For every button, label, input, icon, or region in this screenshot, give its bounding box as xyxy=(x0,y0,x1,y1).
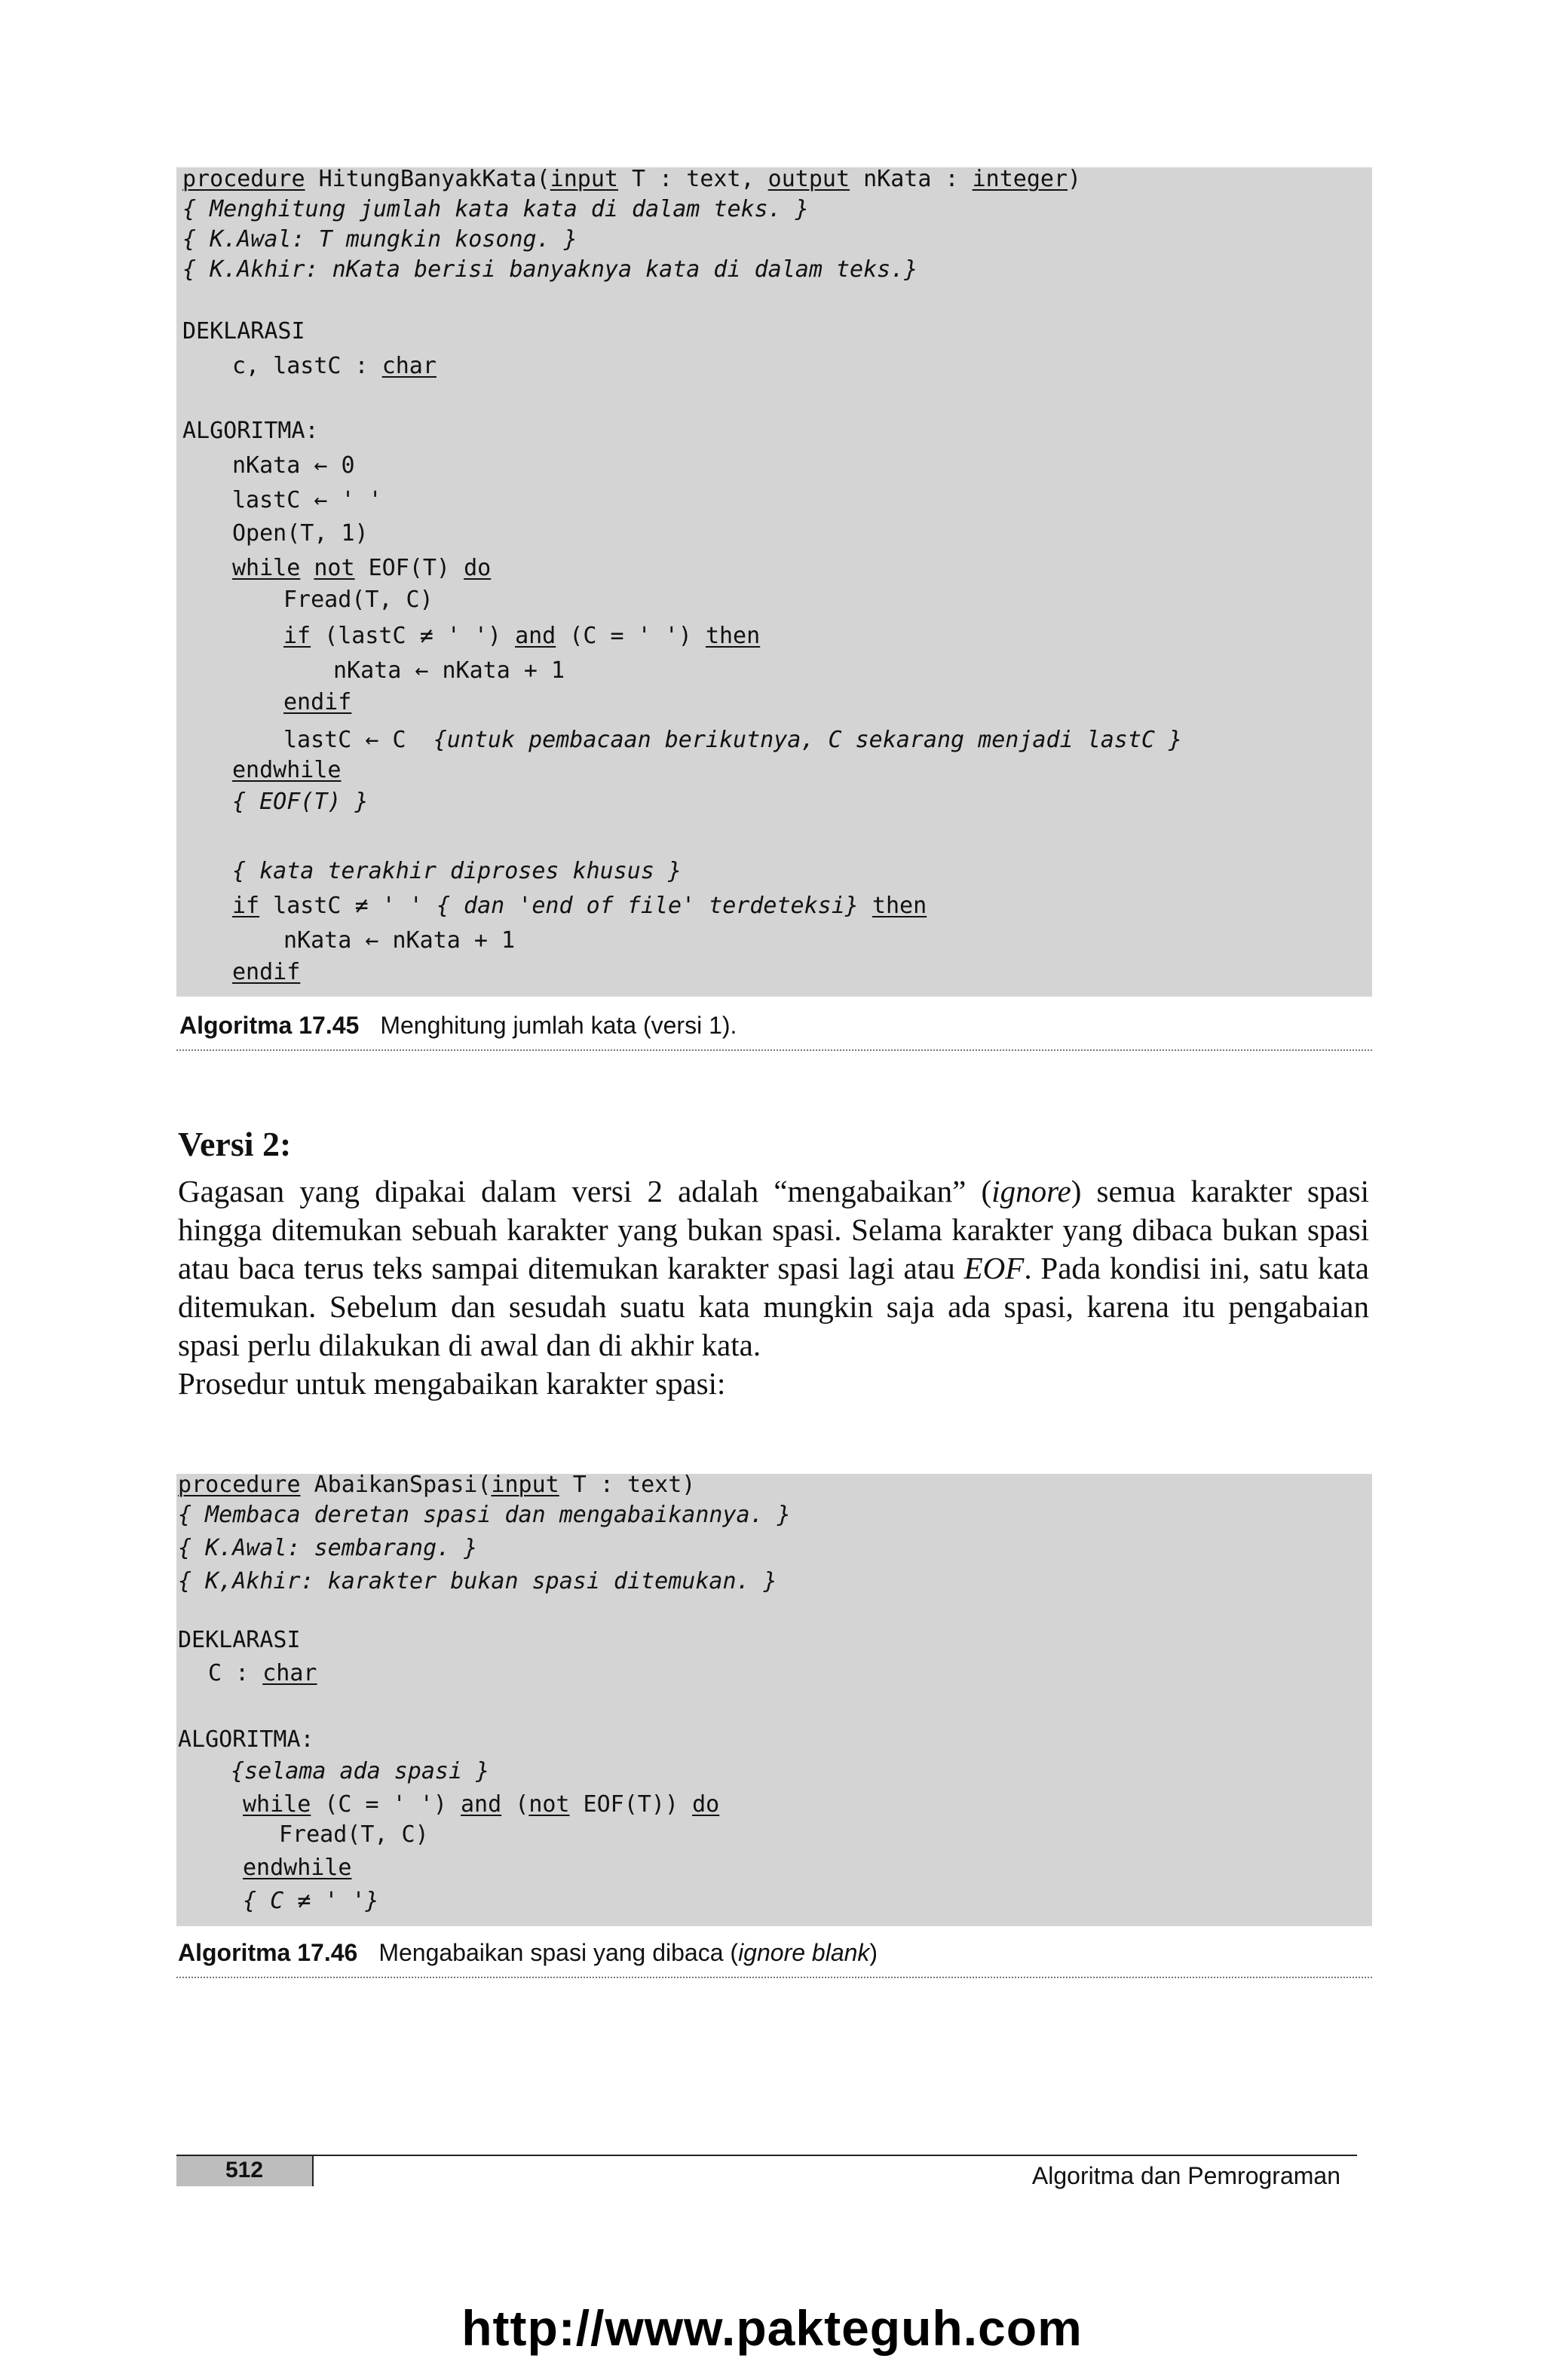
code-line: if lastC ≠ ' ' { dan 'end of file' terdeteksi} then xyxy=(232,893,927,919)
code-line: procedure AbaikanSpasi(input T : text) xyxy=(178,1472,696,1498)
caption-divider xyxy=(176,1977,1372,1978)
code-line: lastC ← ' ' xyxy=(232,487,382,513)
page-number: 512 xyxy=(225,2158,264,2182)
code-line: DEKLARASI xyxy=(178,1627,301,1653)
code-line: Fread(T, C) xyxy=(279,1821,429,1848)
footer-rule xyxy=(176,2155,1357,2156)
footer-divider xyxy=(312,2155,314,2186)
code-line: Fread(T, C) xyxy=(283,587,433,613)
figure-caption: Algoritma 17.46 Mengabaikan spasi yang dibaca (ignore blank) xyxy=(178,1939,878,1966)
code-line: ALGORITMA: xyxy=(182,418,319,444)
code-line: C : char xyxy=(208,1660,317,1686)
code-comment: { Menghitung jumlah kata kata di dalam teks. } xyxy=(182,196,809,222)
code-line: lastC ← C {untuk pembacaan berikutnya, C sekarang menjadi lastC } xyxy=(283,727,1183,753)
code-comment: { kata terakhir diproses khusus } xyxy=(232,858,682,884)
code-line: c, lastC : char xyxy=(232,353,437,379)
code-comment: { K.Awal: T mungkin kosong. } xyxy=(182,226,577,253)
code-line: if (lastC ≠ ' ') and (C = ' ') then xyxy=(283,623,761,649)
code-line: while not EOF(T) do xyxy=(232,555,492,581)
code-line: endwhile xyxy=(243,1855,352,1881)
body-text xyxy=(178,1172,1369,1403)
code-line: endif xyxy=(232,959,301,985)
section-heading: Versi 2: xyxy=(178,1125,292,1163)
code-comment: { C ≠ ' '} xyxy=(243,1888,379,1914)
paragraph: Gagasan yang dipakai dalam versi 2 adalah “mengabaikan” (ignore) semua karakter spasi hingga ditemukan sebuah karakter yang bukan spasi. Selama karakter yang dibaca bukan spasi atau baca terus teks sampai ditemukan karakter spasi lagi atau EOF. Pada kondisi ini, satu kata ditemukan. Sebelum dan sesudah suatu kata mungkin saja ada spasi, karena itu pengabaian spasi perlu dilakukan di awal dan di akhir kata. xyxy=(178,1174,1370,1362)
running-footer-title: Algoritma dan Pemrograman xyxy=(1031,2162,1340,2189)
watermark-url: http://www.pakteguh.com xyxy=(461,2300,1083,2356)
code-line: endif xyxy=(283,689,352,715)
code-comment: {selama ada spasi } xyxy=(231,1758,490,1784)
code-line: procedure HitungBanyakKata(input T : text, output nKata : integer) xyxy=(182,166,1082,192)
code-comment: { EOF(T) } xyxy=(232,789,369,815)
code-comment: { Membaca deretan spasi dan mengabaikannya. } xyxy=(178,1502,791,1528)
code-comment: { K.Awal: sembarang. } xyxy=(178,1535,478,1561)
code-line: nKata ← nKata + 1 xyxy=(333,657,565,684)
code-comment: { K.Akhir: nKata berisi banyaknya kata di dalam teks.} xyxy=(182,256,918,283)
code-line: DEKLARASI xyxy=(182,318,305,345)
figure-caption: Algoritma 17.45 Menghitung jumlah kata (versi 1). xyxy=(179,1012,737,1039)
code-line: endwhile xyxy=(232,757,342,783)
code-line: nKata ← nKata + 1 xyxy=(283,927,516,954)
code-line: nKata ← 0 xyxy=(232,452,355,479)
paragraph: Prosedur untuk mengabaikan karakter spasi: xyxy=(178,1366,726,1401)
caption-divider xyxy=(176,1049,1372,1051)
code-line: ALGORITMA: xyxy=(178,1726,314,1753)
code-line: Open(T, 1) xyxy=(232,520,369,547)
code-comment: { K,Akhir: karakter bukan spasi ditemukan. } xyxy=(178,1568,777,1594)
code-line: while (C = ' ') and (not EOF(T)) do xyxy=(243,1791,720,1818)
